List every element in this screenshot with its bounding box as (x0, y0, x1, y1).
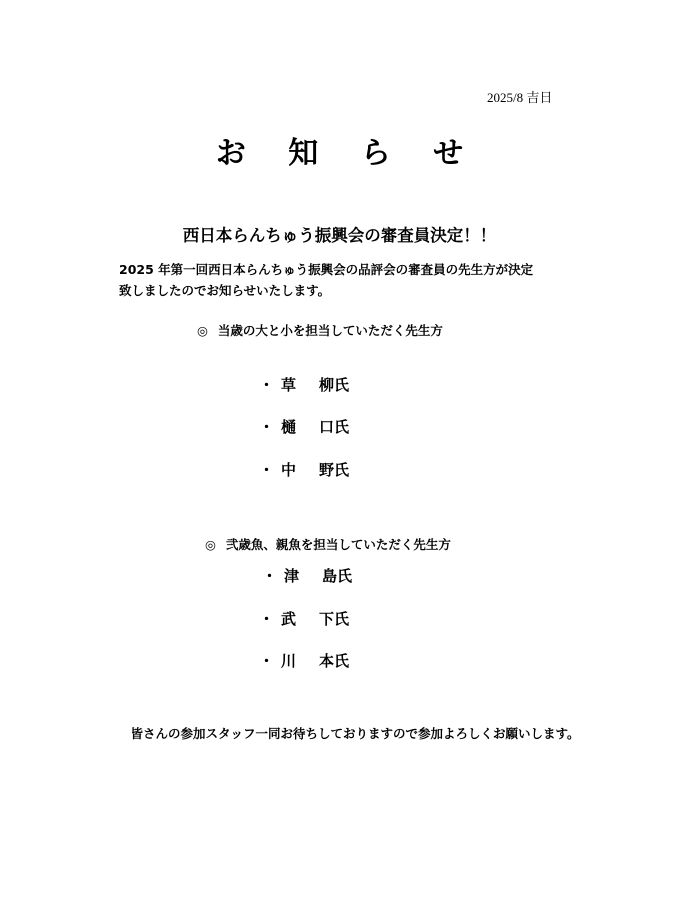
section-1-title (197, 321, 443, 339)
judge-name-first: 草 (281, 376, 297, 394)
bullet: ・ (259, 418, 275, 436)
bullet: ・ (259, 376, 275, 394)
judge-name-rest: 本氏 (319, 652, 350, 670)
judge-name-rest: 島氏 (322, 567, 353, 585)
closing-message: 皆さんの参加スタッフ一同お待ちしておりますので参加よろしくお願いします。 (130, 726, 580, 741)
judge-name-first: 武 (281, 610, 297, 628)
judge-item (259, 374, 349, 395)
judge-name-first: 津 (284, 567, 300, 585)
intro-paragraph (119, 259, 589, 301)
document-date: 2025/8 吉日 (487, 90, 553, 105)
intro-line-2: 致しましたのでお知らせいたします。 (119, 283, 331, 298)
headline: 西日本らんちゅう振興会の審査員決定！！ (182, 226, 497, 245)
judge-name-first: 中 (281, 461, 297, 479)
judge-name-rest: 下氏 (319, 610, 350, 628)
judge-item (259, 650, 349, 671)
judge-name-rest: 口氏 (319, 418, 350, 436)
section-2-title (205, 535, 451, 553)
judge-name-first: 川 (281, 652, 297, 670)
section-2-title-text: 弐歳魚、親魚を担当していただく先生方 (225, 537, 451, 552)
judge-name-rest: 野氏 (319, 461, 350, 479)
judge-item (259, 608, 349, 629)
judge-name-rest: 柳氏 (319, 376, 350, 394)
bullet: ・ (259, 652, 275, 670)
intro-line-1: 2025 年第一回西日本らんちゅう振興会の品評会の審査員の先生方が決定 (119, 262, 534, 277)
section-1-title-text: 当歳の大と小を担当していただく先生方 (217, 323, 443, 338)
judge-name-first: 樋 (281, 418, 297, 436)
bullet: ・ (262, 567, 278, 585)
judge-item (259, 459, 349, 480)
judge-item (259, 416, 349, 437)
double-circle-icon: ◎ (205, 537, 216, 552)
bullet: ・ (259, 610, 275, 628)
double-circle-icon: ◎ (197, 323, 208, 338)
page-title: お 知 ら せ (215, 136, 480, 171)
judge-item (262, 565, 352, 586)
bullet: ・ (259, 461, 275, 479)
